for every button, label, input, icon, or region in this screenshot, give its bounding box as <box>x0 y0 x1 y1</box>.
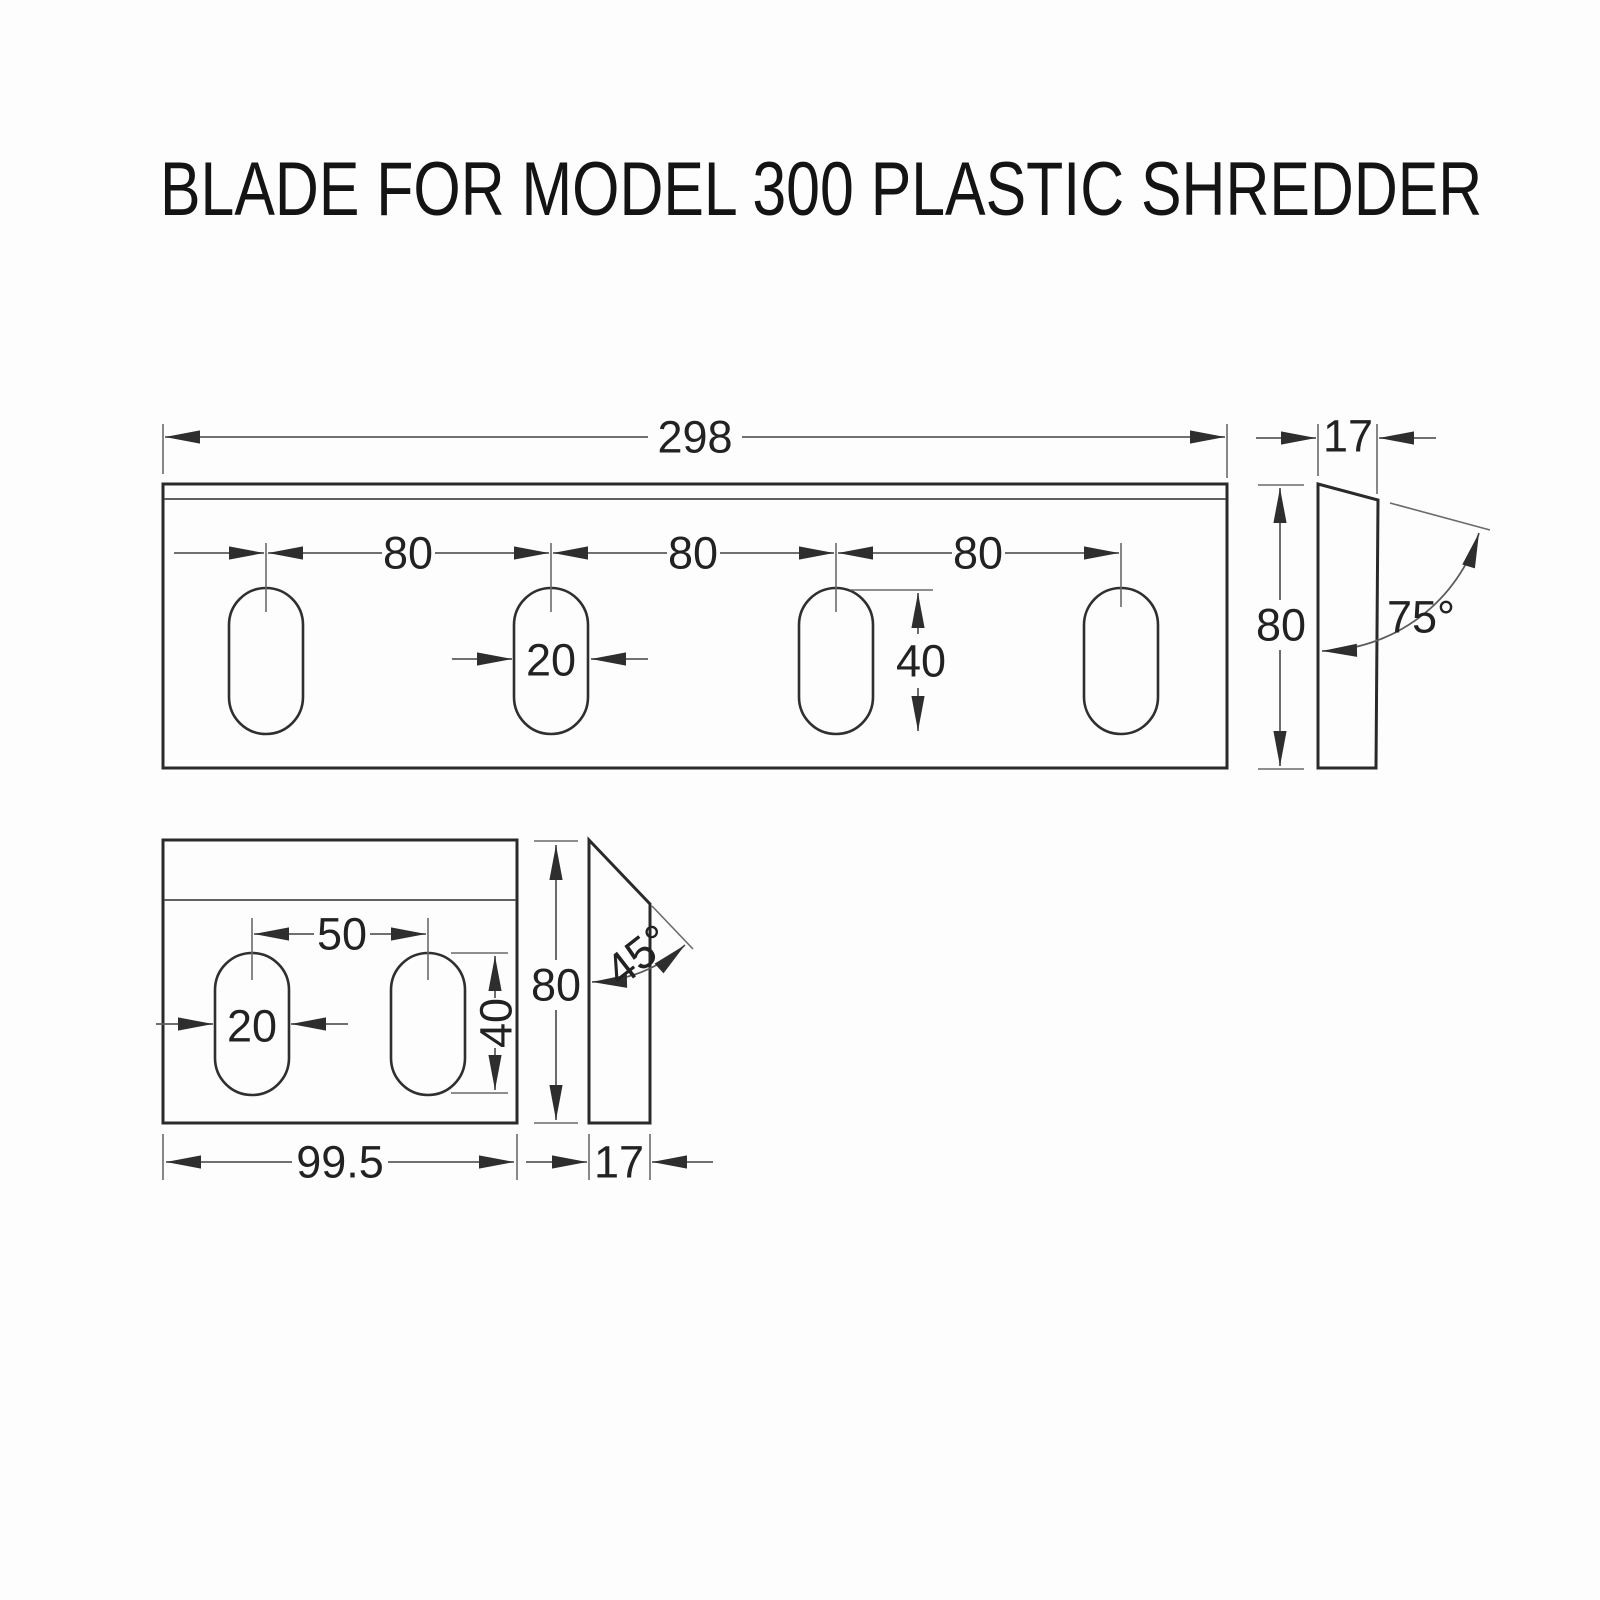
dim-label-spacing-2: 80 <box>667 527 719 579</box>
dim-label-side-height: 80 <box>1255 599 1307 651</box>
dim-small-height <box>531 841 581 1123</box>
dim-label-overall-width: 298 <box>657 411 733 463</box>
small-front-view <box>156 840 522 1188</box>
dim-label-small-thickness: 17 <box>593 1136 645 1188</box>
drawing-title: BLADE FOR MODEL 300 PLASTIC SHREDDER <box>160 147 1483 232</box>
small-side-view <box>526 840 713 1188</box>
dim-label-thickness: 17 <box>1322 410 1374 462</box>
dim-label-spacing-3: 80 <box>952 527 1004 579</box>
dim-label-spacing-1: 80 <box>382 527 434 579</box>
main-slot-4 <box>1084 588 1158 734</box>
dim-label-small-slot-width: 20 <box>226 1000 278 1052</box>
dim-small-overall-width <box>163 1134 517 1188</box>
dim-slot-height <box>851 590 946 731</box>
dim-label-small-bevel-angle: 45° <box>595 913 681 997</box>
dim-label-small-overall-width: 99.5 <box>296 1136 384 1188</box>
dim-hole-spacing-chain <box>174 528 1119 579</box>
dim-label-small-slot-height: 40 <box>470 997 522 1049</box>
dim-small-slot-width <box>156 1001 348 1052</box>
side-profile-outline <box>1318 484 1378 768</box>
dim-label-bevel-angle: 75° <box>1386 591 1456 643</box>
dim-bevel-angle-75 <box>1322 503 1490 651</box>
dim-small-hole-spacing <box>252 909 428 981</box>
dim-label-slot-height: 40 <box>895 635 947 687</box>
angle-ref-line <box>1390 503 1490 530</box>
dim-side-height <box>1256 485 1306 769</box>
dim-bevel-angle-45 <box>592 906 693 996</box>
dim-overall-width <box>163 412 1227 479</box>
dim-thickness <box>1256 411 1436 495</box>
dim-label-slot-width: 20 <box>525 634 577 686</box>
dim-label-small-height: 80 <box>530 959 582 1011</box>
dim-slot-width <box>452 635 648 686</box>
dim-label-small-spacing: 50 <box>316 908 368 960</box>
main-front-view <box>163 412 1227 769</box>
main-side-view <box>1256 411 1490 770</box>
dim-small-thickness <box>526 1134 713 1188</box>
